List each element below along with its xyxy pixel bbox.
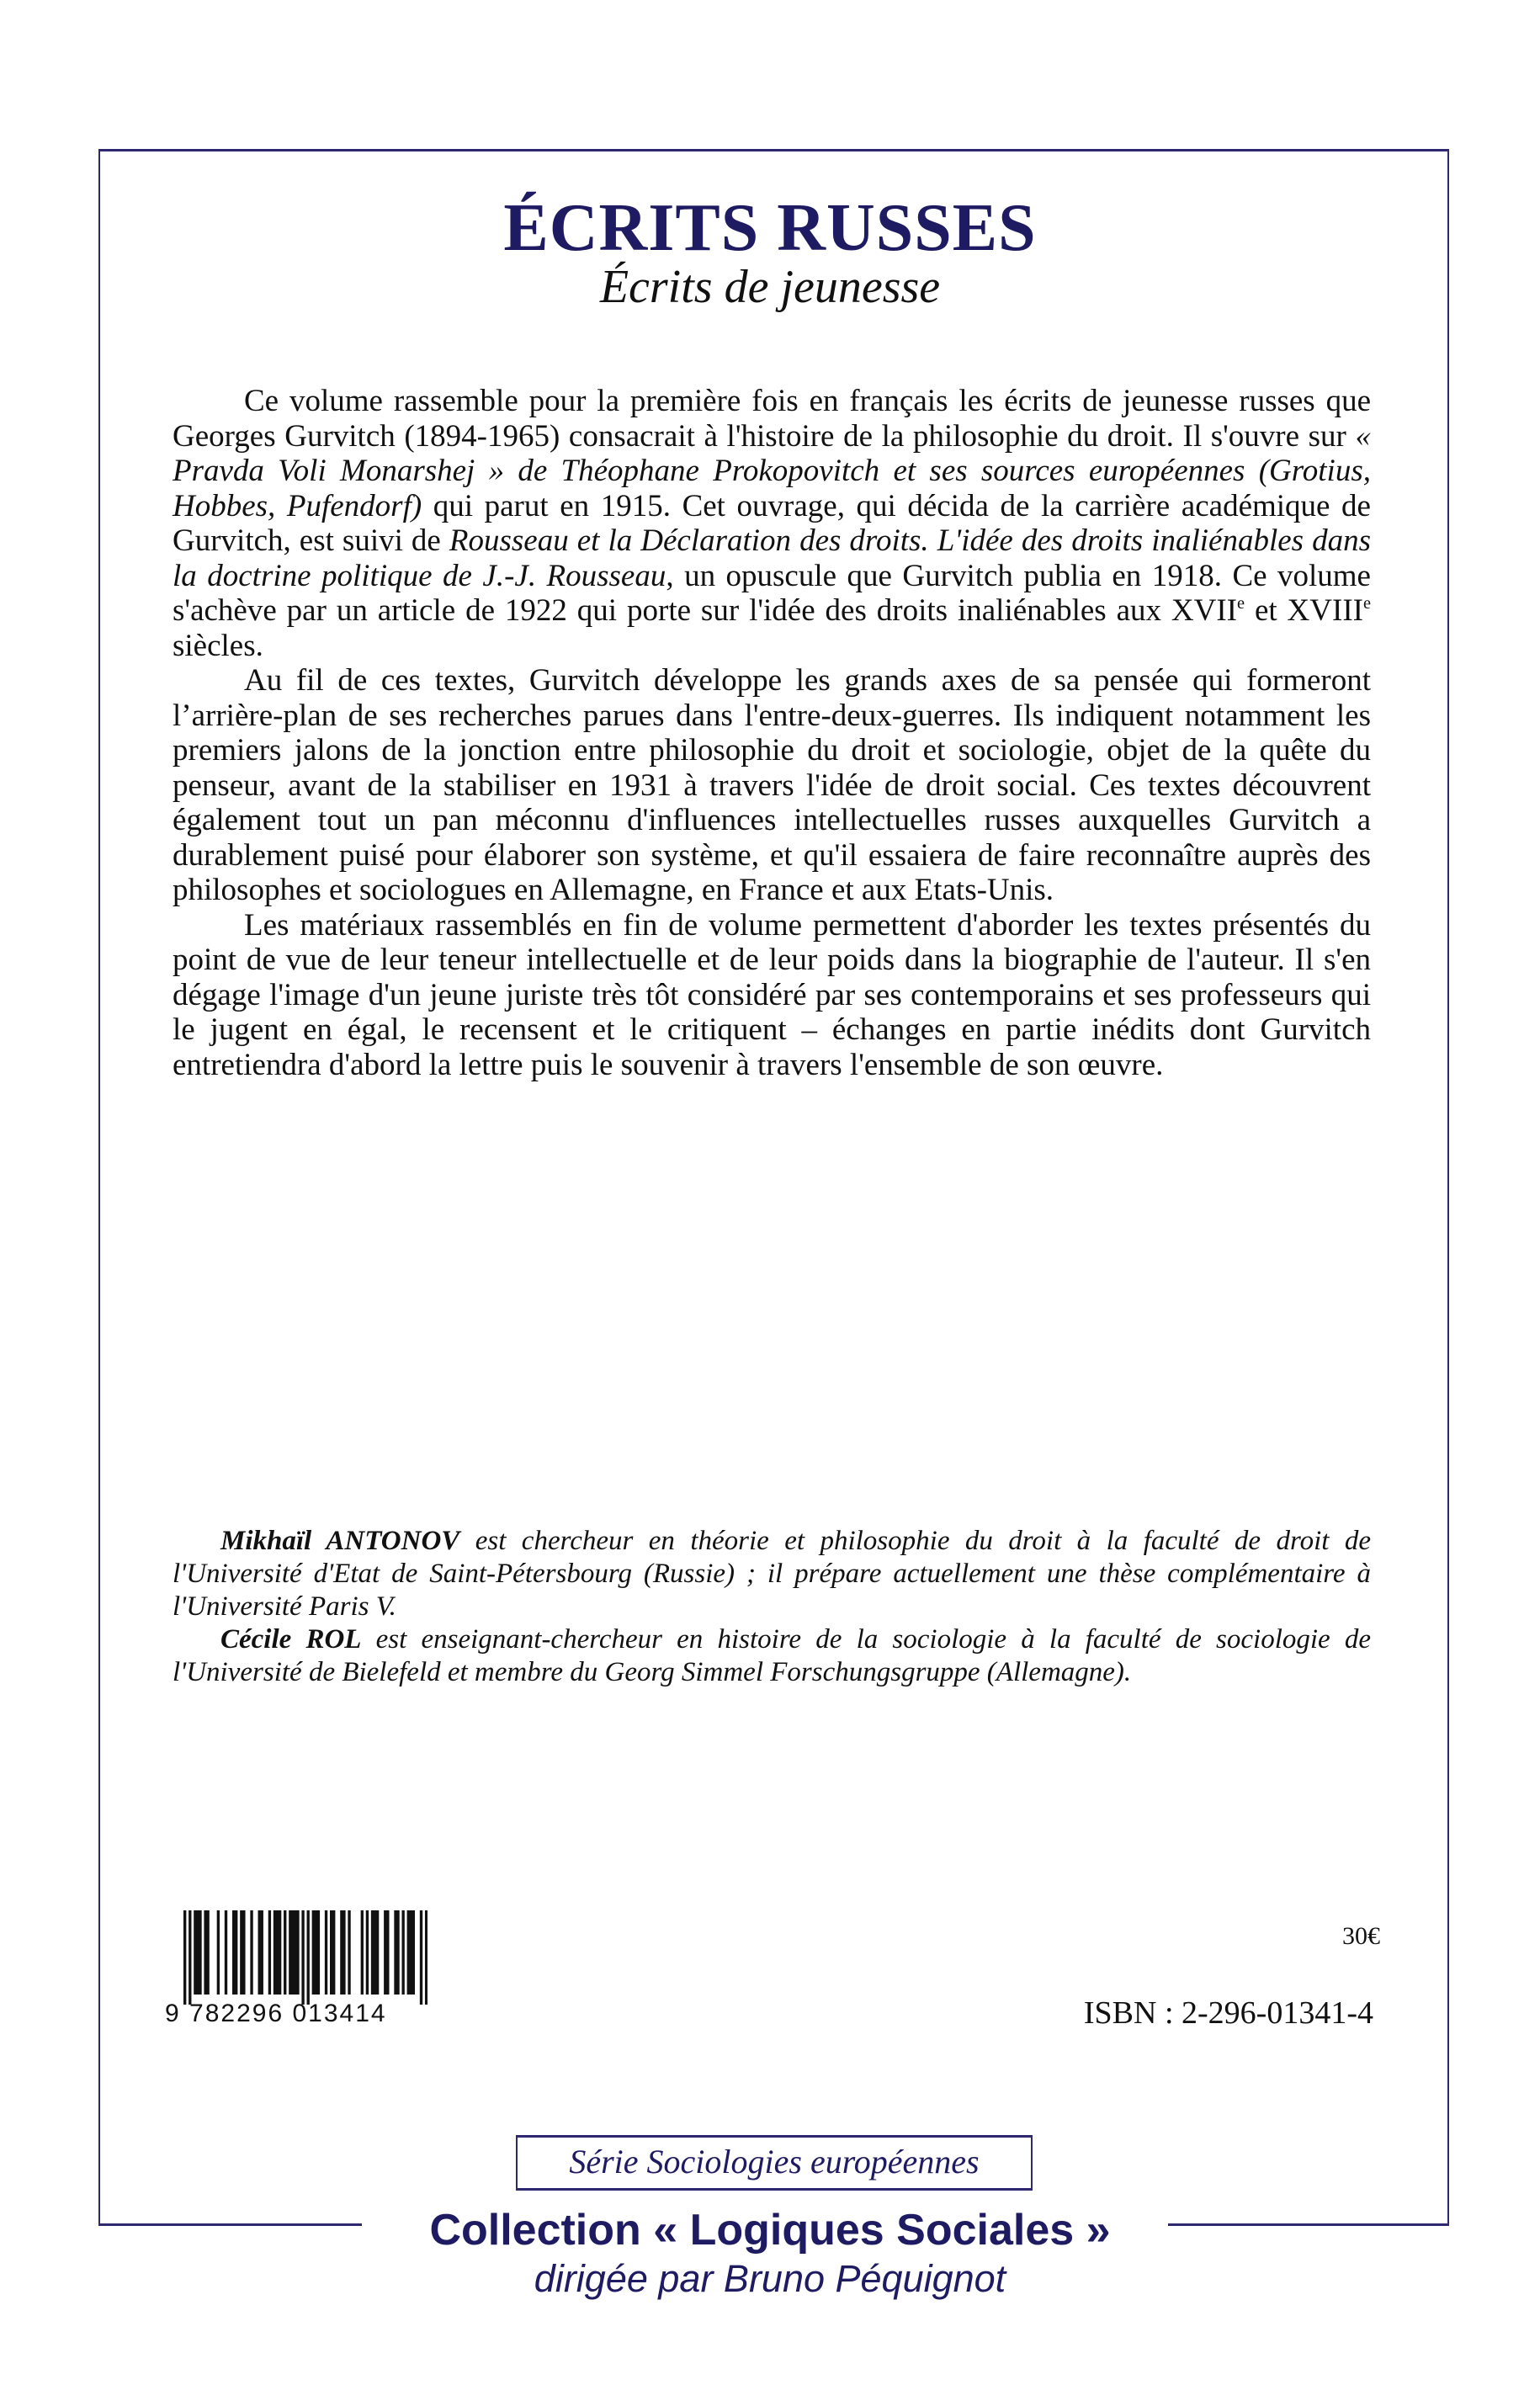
text-run: Au fil de ces textes, Gurvitch développe les grands axes de sa pensée qui formeront l’arrière-plan de ses recherches parues dans l'entre-deux-guerres. Ils indiquent notamment les premiers jalons de la jonction entre philosophie du droit et sociologie, objet de la quête du penseur, avant de la stabiliser en 1931 à travers l'idée de droit social. Ces textes découvrent également tout un pan méconnu d'influences intellectuelles russes auxquelles Gurvitch a durablement puisé pour élaborer son système, et qu'il essaiera de faire reconnaître auprès des philosophes et sociologues en Allemagne, en France et aux Etats-Unis. bbox=[173, 663, 1371, 907]
book-title: ÉCRITS RUSSES bbox=[503, 191, 1037, 265]
author-bios bbox=[173, 1525, 1371, 1689]
author-name: Mikhaïl ANTONOV bbox=[220, 1526, 460, 1556]
text-run: Les matériaux rassemblés en fin de volume permettent d'aborder les textes présentés du point de vue de leur teneur intellectuelle et de leur poids dans la biographie de l'auteur. Il s'en dégage l'image d'un jeune juriste très tôt considéré par ses contemporains et ses professeurs qui le jugent en égal, le recensent et le critiquent – échanges en partie inédits dont Gurvitch entretiendra d'abord la lettre puis le souvenir à travers l'ensemble de son œuvre. bbox=[173, 907, 1371, 1082]
collection-director: dirigée par Bruno Péquignot bbox=[534, 2257, 1006, 2300]
blurb-paragraph bbox=[173, 384, 1371, 663]
series-box bbox=[516, 2135, 1033, 2191]
blurb-paragraph bbox=[173, 663, 1371, 908]
superscript: e bbox=[1237, 593, 1245, 613]
italic-title: Rousseau et la Déclaration des droits. L'idée des droits inaliénables dans la doctrine politique de J.-J. Rousseau bbox=[173, 523, 1371, 593]
text-run: Ce volume rassemble pour la première fois en français les écrits de jeunesse russes que Georges Gurvitch (1894-1965) consacrait à l'histoire de la philosophie du droit. Il s'ouvre sur bbox=[173, 384, 1371, 454]
italic-title: « Pravda Voli Monarshej » de Théophane Prokopovitch et ses sources européennes (Grotius, Hobbes, Pufendorf) bbox=[173, 418, 1371, 523]
frame-top-border bbox=[98, 149, 1449, 151]
collection-name: Collection « Logiques Sociales » bbox=[429, 2206, 1111, 2255]
frame-left-border bbox=[98, 149, 100, 2224]
text-run: et XVIII bbox=[1245, 593, 1363, 628]
author-bio bbox=[173, 1623, 1371, 1689]
frame-right-border bbox=[1447, 149, 1449, 2224]
text-run: , un opuscule que Gurvitch publia en 1918. Ce volume s'achève par un article de 1922 qui porte sur l'idée des droits inaliénables aux XVII bbox=[173, 558, 1371, 628]
barcode-icon bbox=[183, 1910, 427, 2005]
text-run: qui parut en 1915. Cet ouvrage, qui décida de la carrière académique de Gurvitch, est suivi de bbox=[173, 488, 1371, 558]
author-bio-text: est enseignant-chercheur en histoire de la sociologie à la faculté de sociologie de l'Université de Bielefeld et membre du Georg Simmel Forschungsgruppe (Allemagne). bbox=[173, 1624, 1371, 1687]
price: 30€ bbox=[1342, 1922, 1380, 1950]
text-run: siècles. bbox=[173, 628, 263, 663]
author-name: Cécile ROL bbox=[220, 1624, 362, 1655]
isbn: ISBN : 2-296-01341-4 bbox=[1083, 1995, 1373, 2031]
superscript: e bbox=[1362, 593, 1371, 613]
author-bio bbox=[173, 1525, 1371, 1623]
author-bio-text: est chercheur en théorie et philosophie du droit à la faculté de droit de l'Université d'Etat de Saint-Pétersbourg (Russie) ; il prépare actuellement une thèse complémentaire à l'Université Paris V. bbox=[173, 1526, 1371, 1622]
blurb-paragraph bbox=[173, 908, 1371, 1083]
blurb bbox=[173, 384, 1371, 1082]
book-subtitle: Écrits de jeunesse bbox=[599, 261, 941, 313]
barcode-digits: 9 782296 013414 bbox=[165, 2000, 387, 2027]
series-label: Série Sociologies européennes bbox=[569, 2143, 980, 2180]
